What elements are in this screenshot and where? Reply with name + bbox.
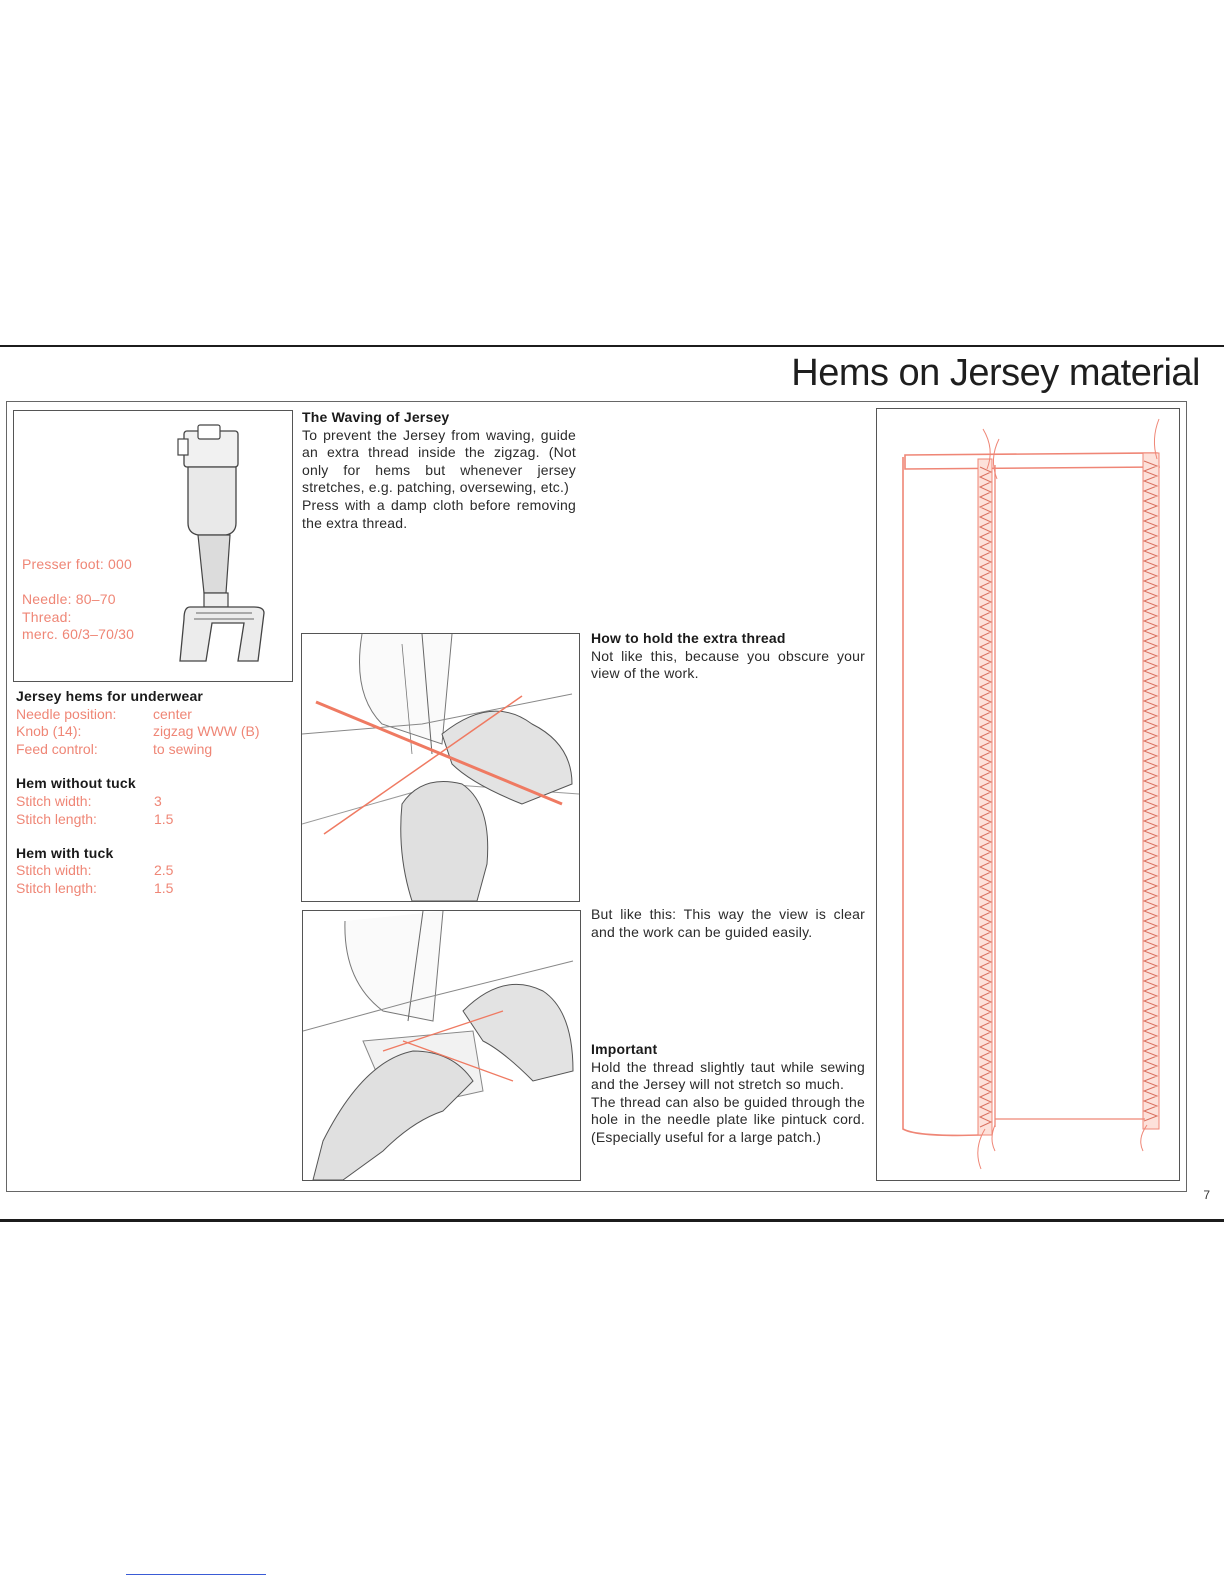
spec-label: Stitch width: <box>16 793 92 809</box>
important-body: Hold the thread slightly taut while sewing and the Jersey will not stretch so much. <box>591 1058 865 1093</box>
underwear-heading: Jersey hems for underwear <box>16 688 204 704</box>
with-tuck-heading: Hem with tuck <box>16 845 114 861</box>
page-title: Hems on Jersey material <box>791 352 1200 394</box>
hold-section <box>591 630 865 683</box>
spec-value: 2.5 <box>154 862 174 878</box>
spec-label: Stitch length: <box>16 811 97 827</box>
presser-foot-illustration <box>154 423 284 673</box>
spec-label: Knob (14): <box>16 723 82 739</box>
without-tuck-heading: Hem without tuck <box>16 775 136 791</box>
waving-heading: The Waving of Jersey <box>302 409 450 425</box>
hem-illustration-box <box>876 408 1180 1181</box>
thread-label: Thread: <box>22 609 72 625</box>
spec-value: 3 <box>154 793 162 809</box>
presser-foot-label: Presser foot: 000 <box>22 556 133 572</box>
hold-heading: How to hold the extra thread <box>591 630 786 646</box>
important-body-2: The thread can also be guided through the hole in the needle plate like pintuck cord. (Especially useful for a large patch.) <box>591 1093 865 1145</box>
top-rule <box>0 345 1224 347</box>
waving-body: To prevent the Jersey from waving, guide an extra thread inside the zigzag. (Not only for hems but whenever jersey stretches, e.g. patching, oversewing, etc.) <box>302 426 576 496</box>
wrong-hold-illustration <box>302 634 579 901</box>
wrong-hold-image <box>301 633 580 902</box>
waving-section <box>302 409 576 532</box>
spec-value: 1.5 <box>154 811 174 827</box>
important-section <box>591 1041 865 1147</box>
page-number: 7 <box>1203 1188 1210 1202</box>
spec-value: zigzag WWW (B) <box>153 723 260 739</box>
thread-value: merc. 60/3–70/30 <box>22 626 135 642</box>
spec-label: Stitch length: <box>16 880 97 896</box>
presser-foot-box <box>13 410 293 682</box>
spec-label: Needle position: <box>16 706 117 722</box>
right-hold-image <box>302 910 581 1181</box>
spec-label: Stitch width: <box>16 862 92 878</box>
hem-illustration <box>877 409 1179 1180</box>
spec-value: center <box>153 706 192 722</box>
spec-value: 1.5 <box>154 880 174 896</box>
hold-body: Not like this, because you obscure your view of the work. <box>591 647 865 682</box>
decorative-line <box>126 1574 266 1575</box>
needle-label: Needle: 80–70 <box>22 591 116 607</box>
right-hold-illustration <box>303 911 580 1180</box>
spec-label: Feed control: <box>16 741 98 757</box>
important-heading: Important <box>591 1041 658 1057</box>
but-like-body: But like this: This way the view is clear and the work can be guided easily. <box>591 906 865 940</box>
spec-value: to sewing <box>153 741 213 757</box>
bottom-rule <box>0 1219 1224 1222</box>
waving-body-2: Press with a damp cloth before removing the extra thread. <box>302 496 576 531</box>
